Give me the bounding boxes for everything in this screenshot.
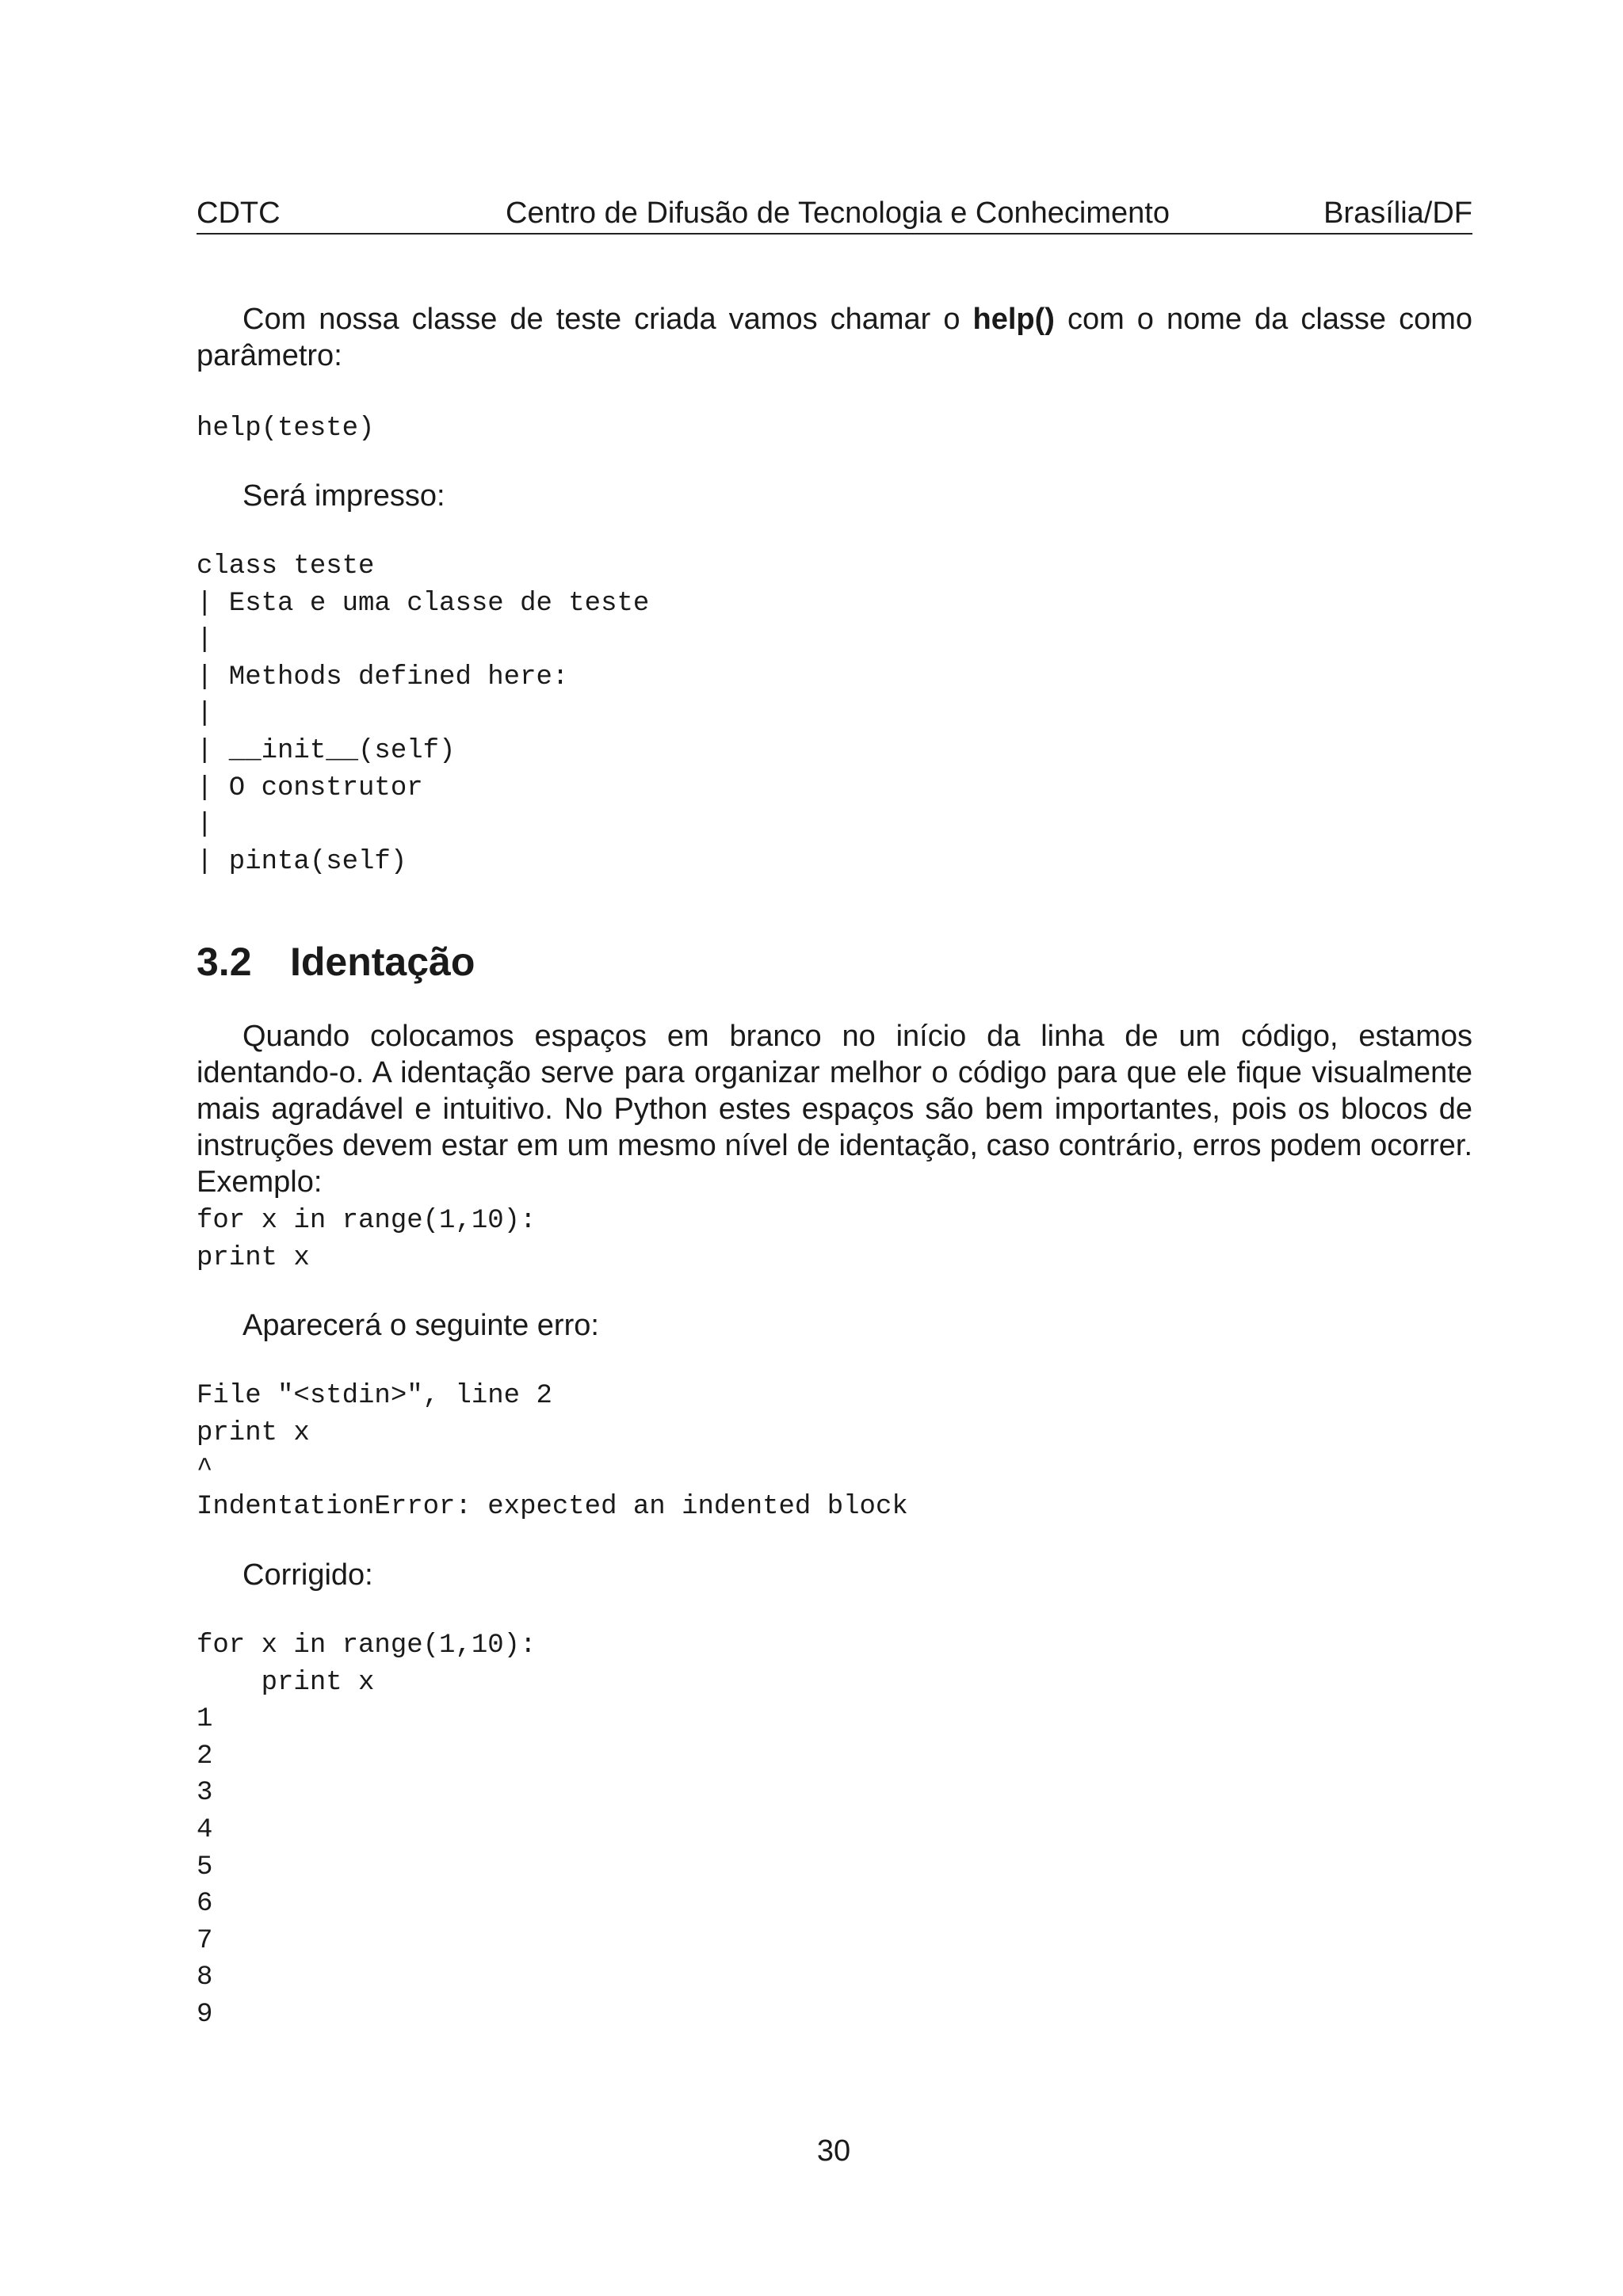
section-heading bbox=[197, 938, 475, 986]
code-help-output: class teste | Esta e uma classe de teste | | Methods defined here: | | __init__(self) | O construtor | | pinta(self) bbox=[197, 551, 650, 877]
code-error: File "<stdin>", line 2 print x ^ IndentationError: expected an indented block bbox=[197, 1381, 908, 1522]
printed-label: Será impresso: bbox=[242, 479, 445, 513]
intro-paragraph bbox=[197, 301, 1472, 374]
header-right: Brasília/DF bbox=[1323, 196, 1472, 230]
section-number: 3.2 bbox=[197, 940, 252, 984]
intro-text-after: com o nome da classe como parâmetro: bbox=[197, 303, 1472, 372]
code-bad-example: for x in range(1,10): print x bbox=[197, 1206, 537, 1273]
page-header bbox=[197, 193, 1472, 235]
header-left: CDTC bbox=[197, 196, 281, 230]
fixed-label: Corrigido: bbox=[242, 1558, 373, 1592]
section-title: Identação bbox=[290, 940, 475, 984]
code-help-call: help(teste) bbox=[197, 414, 375, 444]
error-label: Aparecerá o seguinte erro: bbox=[242, 1309, 599, 1342]
header-center: Centro de Difusão de Tecnologia e Conhecimento bbox=[506, 196, 1170, 230]
code-fixed: for x in range(1,10): print x 1 2 3 4 5 6 7 8 9 bbox=[197, 1630, 537, 2030]
identacao-paragraph: Quando colocamos espaços em branco no início da linha de um código, estamos identando-o. A identação serve para organizar melhor o código para que ele fique visualmente mais agradável e intuitivo. No Python estes espaços são bem importantes, pois os blocos de instruções devem estar em um mesmo nível de identação, caso contrário, erros podem ocorrer. Exemplo: bbox=[197, 1020, 1472, 1199]
page-number: 30 bbox=[816, 2134, 851, 2168]
intro-bold-help: help() bbox=[972, 303, 1055, 336]
intro-text-before: Com nossa classe de teste criada vamos chamar o bbox=[242, 303, 973, 336]
